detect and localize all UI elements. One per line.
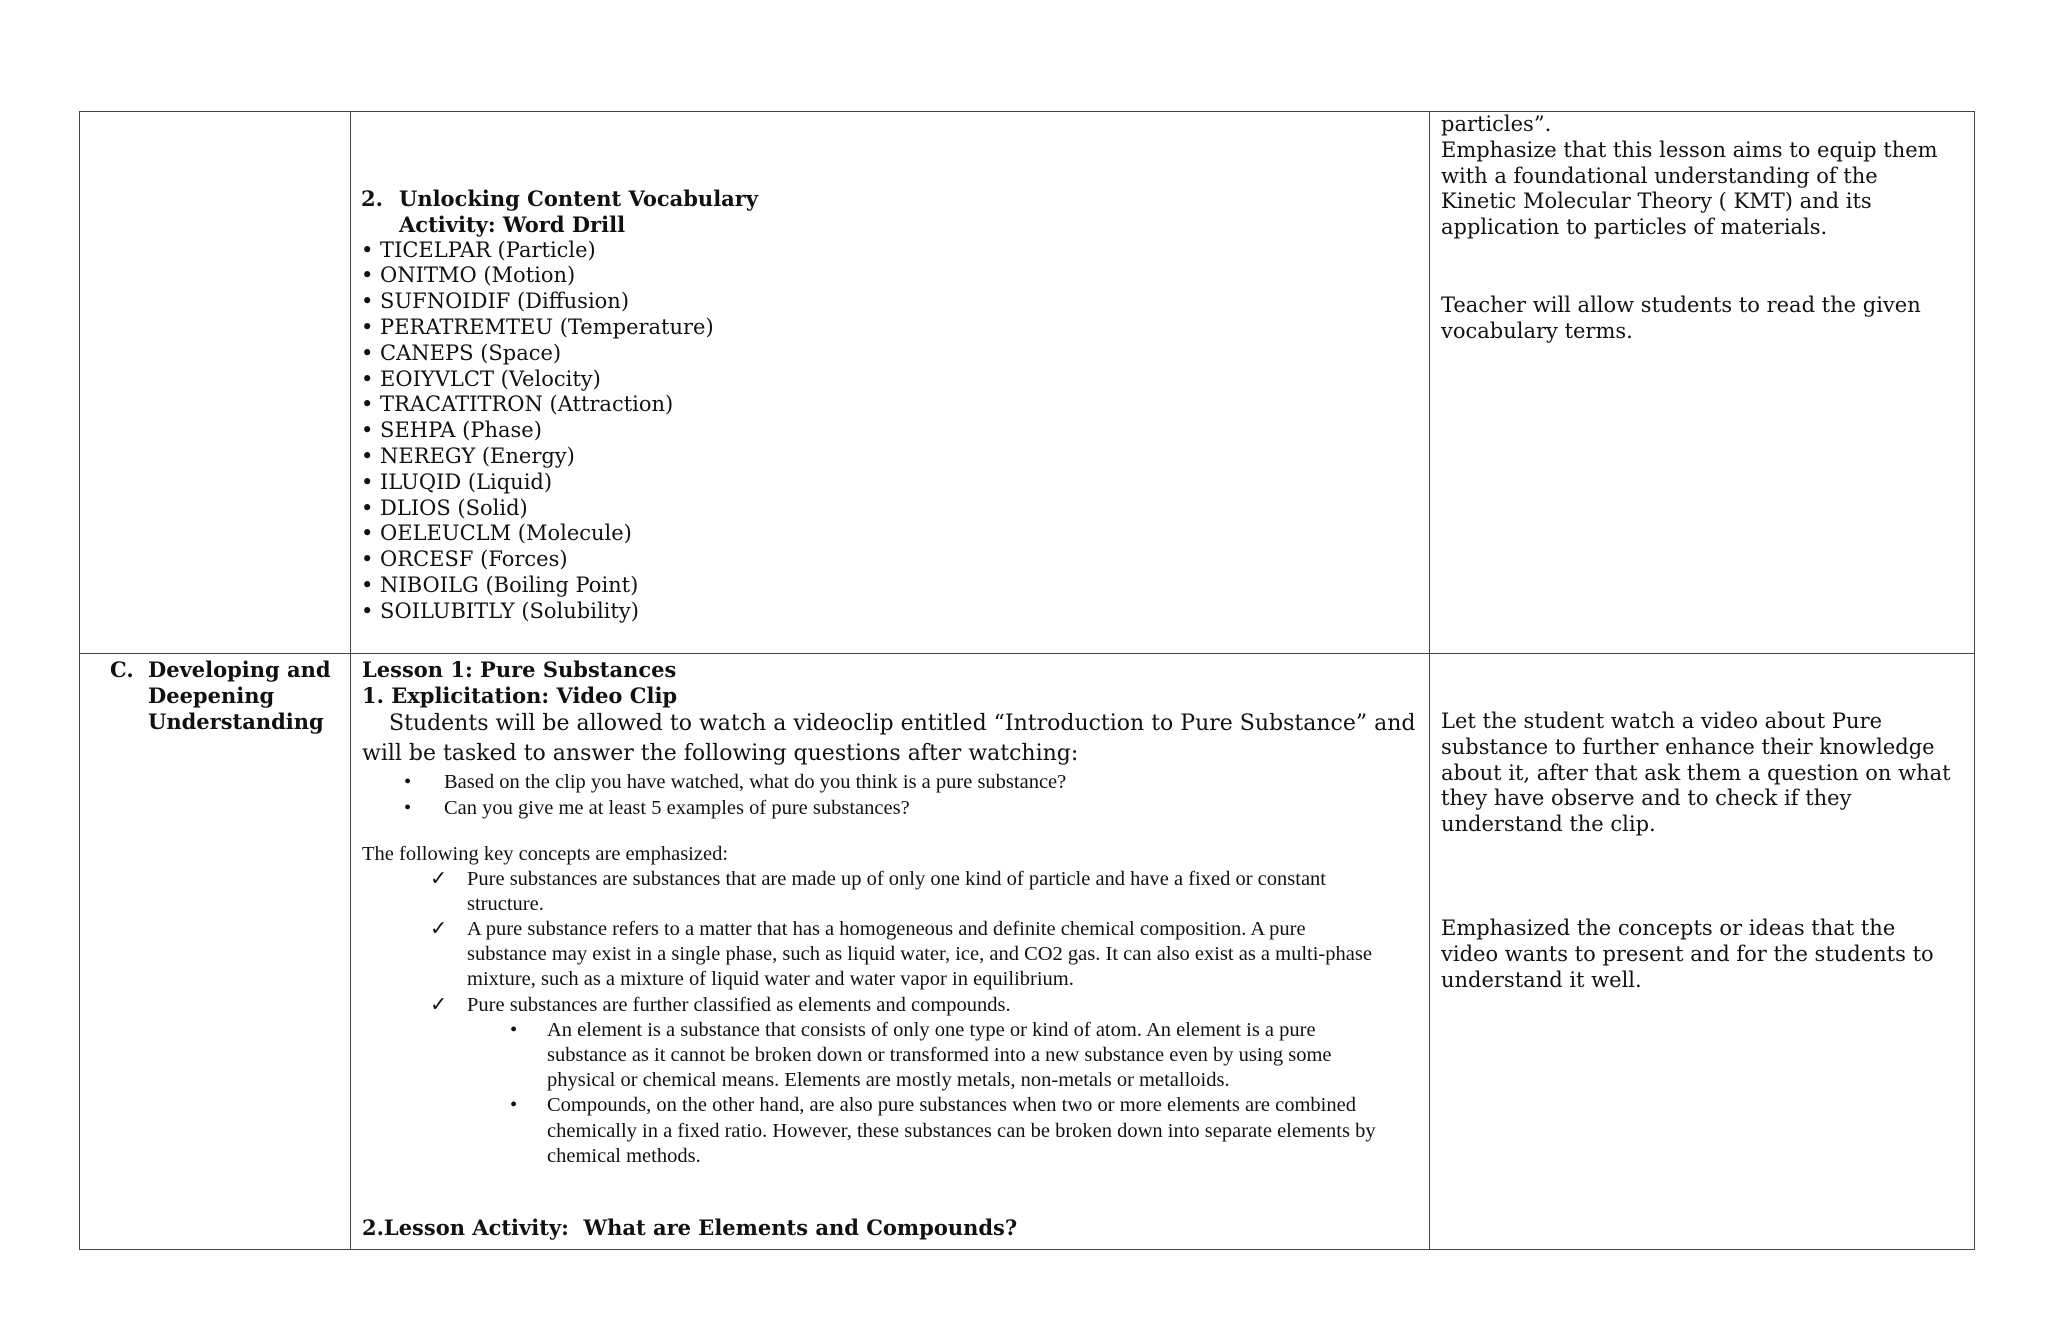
notes-paragraph: Let the student watch a video about Pure substance to further enhance their knowledge about it, after that ask them a question on what they have observe and to check if they understand the clip.	[1441, 709, 1951, 837]
list-item: • SUFNOIDIF (Diffusion)	[361, 289, 630, 314]
list-item: • NIBOILG (Boiling Point)	[361, 572, 639, 597]
table-row	[80, 654, 1975, 1250]
list-item	[430, 917, 1419, 993]
lesson-intro: Students will be allowed to watch a videoclip entitled “Introduction to Pure Substance” and will be tasked to answer the following questions after watching:	[362, 710, 1416, 766]
concept-text: Pure substances are further classified as elements and compounds.	[467, 993, 1011, 1016]
lesson-title: Lesson 1: Pure Substances	[362, 657, 677, 682]
lesson-plan-table	[79, 111, 1975, 1250]
lesson-cell	[351, 654, 1430, 1250]
list-item: • PERATREMTEU (Temperature)	[361, 314, 714, 339]
concept-text: Pure substances are substances that are made up of only one kind of particle and have a fixed or constant structure.	[467, 867, 1326, 915]
section-letter: C.	[110, 657, 134, 682]
concept-text: A pure substance refers to a matter that has a homogeneous and definite chemical composition. A pure substance may exist in a single phase, such as liquid water, ice, and CO2 gas. It can also exist as a multi-phase mixture, such as a mixture of liquid water and water vapor in equilibrium.	[467, 918, 1372, 991]
vocabulary-list	[361, 238, 1419, 625]
list-item: • DLIOS (Solid)	[361, 495, 528, 520]
vocabulary-number: 2.	[361, 186, 383, 211]
list-item: • EOIYVLCT (Velocity)	[361, 366, 601, 391]
section-title-line: Understanding	[148, 708, 324, 734]
list-item: • An element is a substance that consists of only one type or kind of atom. An element is a pure substance as it cannot be broken down or transformed into a new substance even by using some physical or chemical means. Elements are mostly metals, non-metals or metalloids.	[508, 1018, 1389, 1094]
list-item: • ONITMO (Motion)	[361, 263, 576, 288]
list-item	[430, 993, 1419, 1169]
notes-paragraph: Emphasized the concepts or ideas that the video wants to present and for the students to understand it well.	[1441, 915, 1934, 992]
teacher-notes-cell	[1430, 654, 1975, 1250]
list-item: • NEREGY (Energy)	[361, 443, 575, 468]
notes-paragraph: Teacher will allow students to read the given vocabulary terms.	[1441, 292, 1921, 343]
table-row	[80, 112, 1975, 654]
list-item: • SEHPA (Phase)	[361, 418, 542, 443]
vocabulary-heading	[361, 186, 1419, 212]
section-cell-empty	[80, 112, 351, 654]
vocabulary-activity-title: Activity: Word Drill	[399, 211, 626, 237]
section-cell	[80, 654, 351, 1250]
list-item: • SOILUBITLY (Solubility)	[361, 598, 639, 623]
vocabulary-cell	[351, 112, 1430, 654]
list-item	[430, 867, 1419, 917]
list-item: • Based on the clip you have watched, what do you think is a pure substance?	[404, 769, 1419, 795]
key-concepts-heading: The following key concepts are emphasized:	[362, 842, 729, 865]
notes-paragraph: Emphasize that this lesson aims to equip them with a foundational understanding of the Kinetic Molecular Theory ( KMT) and its application to particles of materials.	[1441, 137, 1938, 240]
question-list	[362, 769, 1419, 821]
section-title-line: Deepening	[148, 682, 275, 708]
list-item: • TICELPAR (Particle)	[361, 237, 596, 262]
notes-continuation: particles”.	[1441, 112, 1552, 136]
check-icon: ✓	[430, 918, 448, 940]
list-item: • TRACATITRON (Attraction)	[361, 392, 674, 417]
teacher-notes-cell	[1430, 112, 1975, 654]
lesson-subtitle: 1. Explicitation: Video Clip	[362, 682, 678, 708]
section-label	[80, 654, 350, 734]
list-item: • Compounds, on the other hand, are also pure substances when two or more elements are combined chemically in a fixed ratio. However, these substances can be broken down into separate elements by chemical methods.	[508, 1093, 1389, 1169]
list-item: • ORCESF (Forces)	[361, 547, 568, 572]
lesson-activity-heading: 2.Lesson Activity: What are Elements and Compounds?	[362, 1215, 1018, 1241]
section-title-line: Developing and	[148, 657, 331, 682]
list-item: • OELEUCLM (Molecule)	[361, 521, 632, 546]
list-item: • CANEPS (Space)	[361, 340, 562, 365]
check-icon: ✓	[430, 867, 448, 890]
list-item: • ILUQID (Liquid)	[361, 469, 553, 494]
vocabulary-title: Unlocking Content Vocabulary	[399, 186, 759, 211]
check-icon: ✓	[430, 993, 448, 1016]
list-item: • Can you give me at least 5 examples of pure substances?	[404, 795, 1419, 821]
concept-list	[362, 867, 1419, 1169]
sub-concept-list	[467, 1018, 1389, 1169]
